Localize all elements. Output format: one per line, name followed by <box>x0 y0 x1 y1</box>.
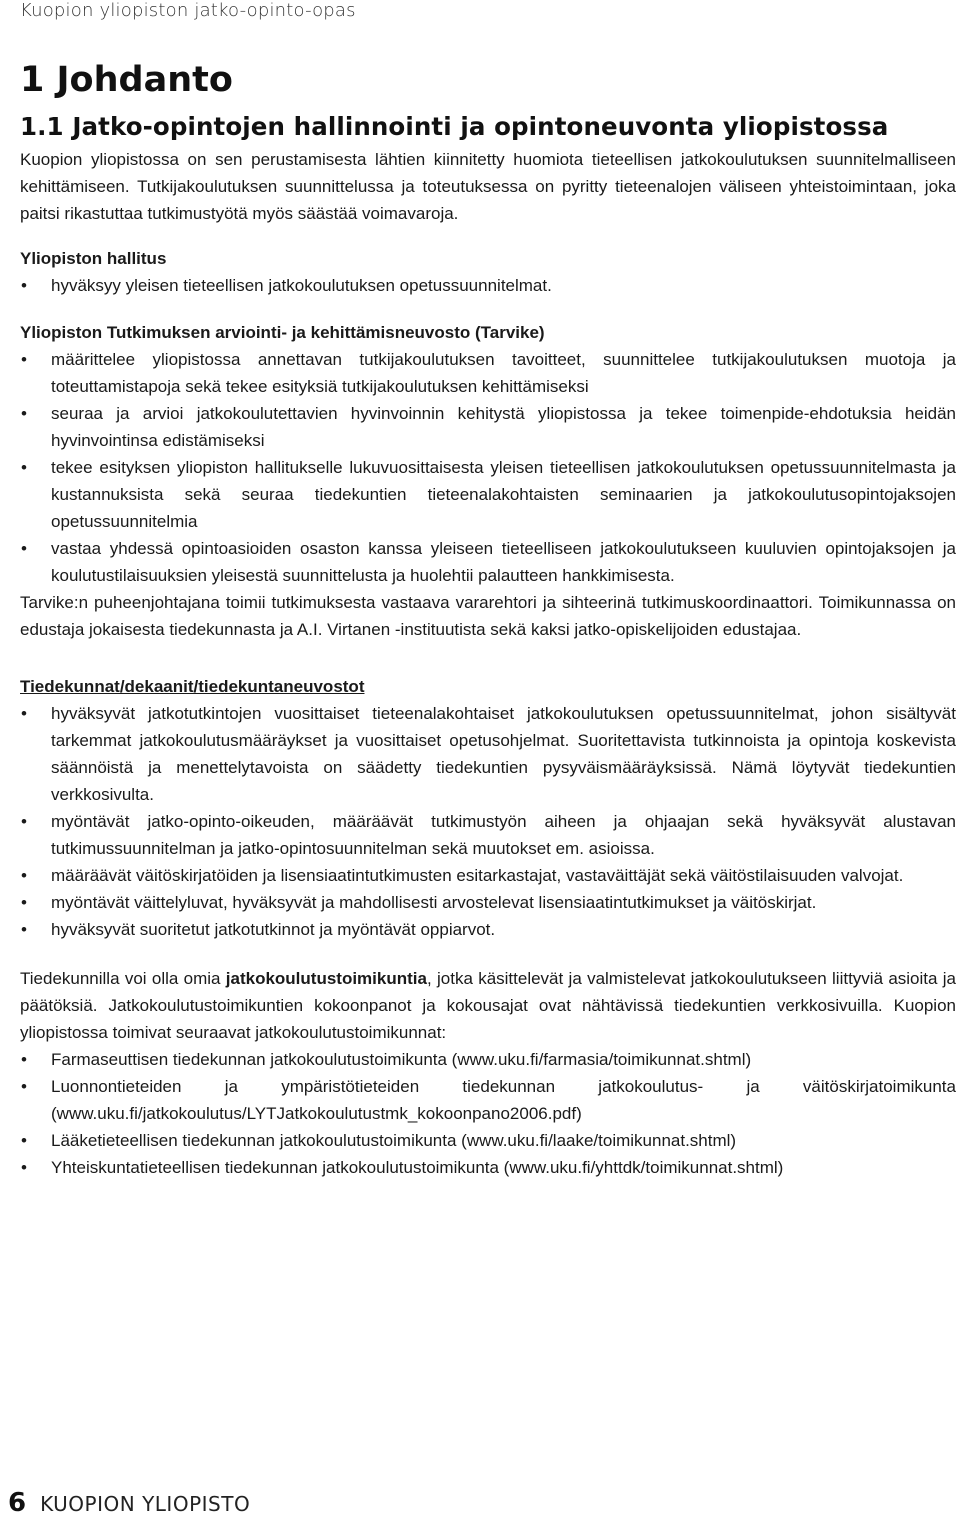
list-item: • tekee esityksen yliopiston hallitukselle lukuvuosittaisesta yleisen tieteellisen jatkokoulutuksen opetussuunnitelmasta ja kustannuksista sekä seuraa tiedekuntien tieteenalakohtaisten seminaarien ja jatkokoulutusopintojaksojen opetussuunnitelmia <box>20 454 956 535</box>
list-item: • hyväksyy yleisen tieteellisen jatkokoulutuksen opetussuunnitelmat. <box>20 272 956 299</box>
hallitus-heading: Yliopiston hallitus <box>20 249 167 268</box>
toimikunnat-text-after: , jotka käsittelevät ja valmistelevat jatkokoulutukseen liittyviä asioita ja päätöksiä. Jatkokoulutustoimikuntien kokoonpanot ja kokousajat ovat nähtävissä tiedekuntien verkkosivuilla. Kuopion yliopistossa toimivat seuraavat jatkokoulutustoimikunnat: <box>20 969 956 1042</box>
footer-publisher: KUOPION YLIOPISTO <box>40 1492 251 1516</box>
list-item: • myöntävät jatko-opinto-oikeuden, määräävät tutkimustyön aiheen ja ohjaajan sekä hyväksyvät alustavan tutkimussuunnitelman ja jatko-opintosuunnitelman sekä muutokset em. asioissa. <box>20 808 956 862</box>
toimikunnat-bold-term: jatkokoulutustoimikuntia <box>225 969 427 988</box>
section-title: 1.1 Jatko-opintojen hallinnointi ja opintoneuvonta yliopistossa <box>20 112 889 141</box>
toimikunnat-paragraph <box>20 965 956 1046</box>
list-item: • Farmaseuttisen tiedekunnan jatkokoulutustoimikunta (www.uku.fi/farmasia/toimikunnat.shtml) <box>20 1046 956 1073</box>
list-item: • Lääketieteellisen tiedekunnan jatkokoulutustoimikunta (www.uku.fi/laake/toimikunnat.shtml) <box>20 1127 956 1154</box>
list-item: • Luonnontieteiden ja ympäristötieteiden tiedekunnan jatkokoulutus- ja väitöskirjatoimikunta (www.uku.fi/jatkokoulutus/LYTJatkokoulutustmk_kokoonpano2006.pdf) <box>20 1073 956 1127</box>
tarvike-note: Tarvike:n puheenjohtajana toimii tutkimuksesta vastaava vararehtori ja sihteerinä tutkimuskoordinaattori. Toimikunnassa on edustaja jokaisesta tiedekunnasta ja A.I. Virtanen -instituutista sekä kaksi jatko-opiskelijoiden edustajaa. <box>20 593 956 639</box>
list-item: • myöntävät väittelyluvat, hyväksyvät ja mahdollisesti arvostelevat lisensiaatintutkimukset ja väitöskirjat. <box>20 889 956 916</box>
list-item: • hyväksyvät jatkotutkintojen vuosittaiset tieteenalakohtaiset jatkokoulutuksen opetussuunnitelmat, johon sisältyvät tarkemmat jatkokoulutusmääräykset ja vuosittaiset opetusohjelmat. Suoritettavista tutkinnoista ja opintoja koskevista säännöistä ja menettelytavoista on säädetty tiedekuntien pysyväismääräyksissä. Nämä löytyvät tiedekuntien verkkosivulta. <box>20 700 956 808</box>
list-item: • määräävät väitöskirjatöiden ja lisensiaatintutkimusten esitarkastajat, vastaväittäjät sekä väitöstilaisuuden valvojat. <box>20 862 956 889</box>
toimikunnat-text-before: Tiedekunnilla voi olla omia <box>20 969 226 988</box>
list-item: • seuraa ja arvioi jatkokoulutettavien hyvinvoinnin kehitystä yliopistossa ja tekee toimenpide-ehdotuksia heidän hyvinvointinsa edistämiseksi <box>20 400 956 454</box>
list-item: • määrittelee yliopistossa annettavan tutkijakoulutuksen tavoitteet, suunnittelee tutkijakoulutuksen muotoja ja toteuttamistapoja sekä tekee esityksiä tutkijakoulutuksen kehittämiseksi <box>20 346 956 400</box>
tiedekunnat-list <box>20 700 956 943</box>
tarvike-list <box>20 346 956 589</box>
hallitus-list <box>20 272 956 299</box>
list-item: • hyväksyvät suoritetut jatkotutkinnot ja myöntävät oppiarvot. <box>20 916 956 943</box>
running-header: Kuopion yliopiston jatko-opinto-opas <box>20 0 356 21</box>
list-item: • vastaa yhdessä opintoasioiden osaston kanssa yleiseen tieteelliseen jatkokoulutukseen kuuluvien opintojaksojen ja koulutustilaisuuksien yleisestä suunnittelusta ja huolehtii palautteen hankkimisesta. <box>20 535 956 589</box>
tiedekunnat-heading: Tiedekunnat/dekaanit/tiedekuntaneuvostot <box>20 677 365 696</box>
tarvike-heading: Yliopiston Tutkimuksen arviointi- ja kehittämisneuvosto (Tarvike) <box>20 323 545 342</box>
chapter-title: 1 Johdanto <box>20 60 233 100</box>
page-content <box>20 58 956 1181</box>
toimikunnat-list <box>20 1046 956 1181</box>
page-number: 6 <box>8 1488 27 1518</box>
page-footer <box>8 1488 250 1518</box>
list-item: • Yhteiskuntatieteellisen tiedekunnan jatkokoulutustoimikunta (www.uku.fi/yhttdk/toimikunnat.shtml) <box>20 1154 956 1181</box>
intro-paragraph: Kuopion yliopistossa on sen perustamisesta lähtien kiinnitetty huomiota tieteellisen jatkokoulutuksen suunnitelmalliseen kehittämiseen. Tutkijakoulutuksen suunnittelussa ja toteutuksessa on pyritty tieteenalojen väliseen yhteistoimintaan, joka paitsi rikastuttaa tutkimustyötä myös säästää voimavaroja. <box>20 150 956 223</box>
